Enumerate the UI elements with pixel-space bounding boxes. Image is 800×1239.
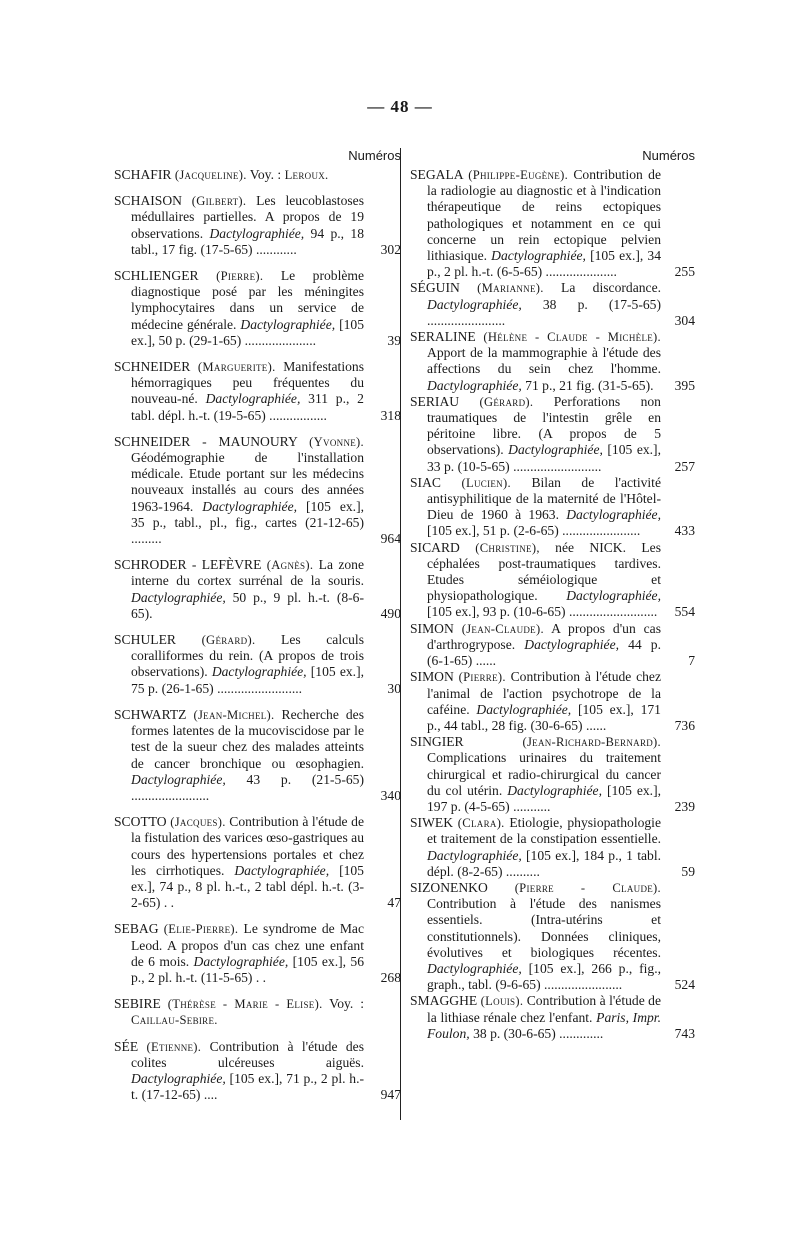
entry-details: 94 p., 18 tabl., 17 fig. (17-5-65) ............ <box>131 225 364 257</box>
bibliography-entry <box>114 433 401 547</box>
entry-author-given: (Marguerite). <box>197 360 276 375</box>
entry-number: 433 <box>674 523 695 539</box>
entry-number: 304 <box>674 312 695 328</box>
bibliography-entry <box>410 734 693 815</box>
entry-publication: Dactylographiée, <box>205 391 301 407</box>
entry-author-given: (Pierre). <box>216 269 264 284</box>
entry-description: Etiologie, physiopathologie et traitement de la constipation essentielle. <box>427 815 661 847</box>
entry-details: 50 p., 9 pl. h.-t. (8-6-65). <box>131 589 364 621</box>
entry-number: 554 <box>674 604 695 620</box>
entry-author-given: (Jean-Michel). <box>193 707 275 722</box>
entry-author-surname: SICARD <box>410 539 460 555</box>
bibliography-entry <box>410 394 693 475</box>
entry-details: [105 ex.], 266 p., fig., graph., tabl. (9-6-65) ....................... <box>427 960 661 993</box>
entry-publication: Dactylographiée, <box>507 782 602 798</box>
entry-author-given: (Yvonne). <box>309 434 364 449</box>
entry-description: Contribution à l'étude de la fistulation des varices œso-gastriques au cours des hypertensions portales et chez les cirrhotiques. <box>131 814 365 878</box>
bibliography-entry <box>114 632 401 697</box>
entry-details: [105 ex.], 35 p., tabl., pl., fig., cartes (21-12-65) ......... <box>131 498 365 547</box>
entry-description: Contribution à l'étude de la lithiase rénale chez l'enfant. <box>427 993 662 1025</box>
entry-author-surname: SIWEK <box>410 815 454 831</box>
entry-author-given: (Louis). <box>480 994 524 1009</box>
entry-description: Les leucoblastoses médullaires partielles. A propos de 19 observations. <box>131 193 364 241</box>
entry-details: [105 ex.], 184 p., 1 tabl. dépl. (8-2-65) .......... <box>427 847 661 879</box>
entry-details: [105 ex.], 34 p., 2 pl. h.-t. (6-5-65) ..................... <box>427 248 661 280</box>
entry-details: [105 ex.], 51 p. (2-6-65) ....................... <box>427 523 641 539</box>
entry-author-given: (Thérèse - Marie - Elise). <box>167 997 323 1012</box>
entry-author-surname: SCHLIENGER <box>114 268 199 284</box>
bibliography-entry <box>410 880 693 993</box>
entry-number: 39 <box>387 332 401 348</box>
entry-author-given: (Philippe-Eugène). <box>468 168 569 182</box>
bibliography-entry <box>114 814 401 911</box>
entry-author-surname: SCHULER <box>114 632 176 648</box>
entry-details: [105 ex.], 75 p. (26-1-65) ......................... <box>131 664 364 696</box>
entry-details: [105 ex.], 56 p., 2 pl. h.-t. (11-5-65) . . <box>131 953 364 985</box>
entry-author-surname: SEBAG <box>114 921 159 937</box>
bibliography-entry <box>114 996 396 1028</box>
bibliography-entry <box>114 557 401 622</box>
entry-author-given: (Gérard). <box>201 633 256 648</box>
entry-author-surname: SCHAFIR <box>114 167 172 182</box>
entry-publication: Dactylographiée, <box>566 507 661 523</box>
entry-description: Les calculs coralliformes du rein. (A propos de trois observations). <box>131 632 364 680</box>
entry-description: Voy. : <box>322 996 364 1012</box>
entry-description: Apport de la mammographie à l'étude des affections du sein chez l'homme. <box>427 345 661 377</box>
entry-author-surname: SERALINE <box>410 329 476 345</box>
entry-publication: Dactylographiée, <box>131 1070 226 1086</box>
bibliography-entry <box>410 329 693 394</box>
bibliography-entry <box>410 475 693 540</box>
entry-number: 239 <box>674 798 695 814</box>
entry-description: Contribution à l'étude des nanismes essentiels. (Intra-utérins et constitutionnels). Données cliniques, évolutives et biologiques récentes. <box>427 896 661 960</box>
entry-number: 47 <box>387 895 401 911</box>
entry-number: 257 <box>674 458 695 474</box>
entry-publication: Paris, Impr. Foulon, <box>427 1009 661 1041</box>
bibliography-entry <box>410 621 693 670</box>
entry-publication: Dactylographiée, <box>476 701 572 717</box>
right-column <box>410 145 693 1042</box>
entry-author-given: (Clara). <box>457 816 505 831</box>
entry-number: 395 <box>674 377 695 393</box>
entry-description: A propos d'un cas d'arthrogrypose. <box>427 620 661 652</box>
entry-description: Le problème diagnostique posé par les méningites lymphocytaires dans un service de médecine générale. <box>131 268 364 332</box>
entry-author-surname: SCOTTO <box>114 814 167 830</box>
entry-see-also: Caillau-Sebire. <box>131 1013 218 1028</box>
entry-publication: Dactylographiée, <box>566 588 661 604</box>
entry-author-given: (Pierre - Claude). <box>514 880 661 895</box>
entry-number: 947 <box>380 1087 401 1103</box>
entry-publication: Dactylographiée, <box>202 498 298 514</box>
entry-author-given: (Lucien). <box>461 475 511 490</box>
entry-author-given: (Gérard). <box>479 394 534 409</box>
entry-details: 43 p. (21-5-65) ....................... <box>131 771 364 803</box>
entry-author-given: (Gilbert). <box>191 194 247 209</box>
bibliography-entry <box>410 815 693 880</box>
entry-see-also: Leroux. <box>284 168 329 182</box>
entry-number: 490 <box>380 605 401 621</box>
entry-description: Recherche des formes latentes de la mucoviscidose par le test de la sueur chez des malades atteints de cancer bronchique ou œsophagien. <box>131 706 364 771</box>
entry-description: La discordance. <box>543 280 661 296</box>
entry-number: 7 <box>688 653 695 669</box>
bibliography-entry <box>410 167 693 280</box>
entry-author-surname: SEBIRE <box>114 996 161 1012</box>
bibliography-entry <box>114 193 401 258</box>
entry-details: 71 p., 21 fig. (31-5-65). <box>521 377 654 393</box>
entry-number: 736 <box>674 717 695 733</box>
entry-author-given: (Pierre). <box>458 670 506 685</box>
entry-description: Géodémographie de l'installation médicale. Etude portant sur les médecins nouveaux installés au cours des années 1963-1964. <box>131 450 364 514</box>
entry-description: Contribution à l'étude des colites ulcéreuses aiguës. <box>131 1038 364 1070</box>
entry-author-given: (Jean-Claude). <box>461 621 544 636</box>
entry-author-surname: SMAGGHE <box>410 993 478 1009</box>
bibliography-entry <box>114 1038 401 1104</box>
entry-details: [105 ex.], 171 p., 44 tabl., 28 fig. (30-6-65) ...... <box>427 701 661 733</box>
bibliography-entry <box>114 921 401 986</box>
entry-author-given: (Christine), <box>475 540 540 555</box>
bibliography-entry <box>410 540 693 621</box>
entry-details: 38 p. (30-6-65) ............. <box>469 1025 604 1041</box>
entry-number: 30 <box>387 680 401 696</box>
bibliography-entry <box>114 359 401 424</box>
entry-author-given: (Elie-Pierre). <box>163 922 239 937</box>
entry-details: 44 p. (6-1-65) ...... <box>427 636 661 669</box>
entry-author-surname: SIMON <box>410 620 454 636</box>
entry-publication: Dactylographiée, <box>524 636 620 652</box>
entry-author-given: (Marianne). <box>477 281 544 296</box>
entry-publication: Dactylographiée, <box>131 589 226 605</box>
entry-description: Bilan de l'activité antisyphilitique de la maternité de l'Hôtel-Dieu de 1960 à 1963. <box>427 474 661 523</box>
entry-author-given: (Jacques). <box>170 815 226 830</box>
entry-author-surname: SIAC <box>410 474 441 490</box>
entry-publication: Dactylographiée, <box>209 225 305 241</box>
entry-details: 311 p., 2 tabl. dépl. h.-t. (19-5-65) ................. <box>131 391 364 423</box>
entry-description: Voy. : <box>246 167 285 182</box>
page-number: — 48 — <box>367 97 433 116</box>
entry-number: 255 <box>674 264 695 280</box>
entry-description: Manifestations hémorragiques peu fréquentes du nouveau-né. <box>131 359 364 407</box>
entry-publication: Dactylographiée, <box>211 664 307 680</box>
bibliography-entry <box>410 669 693 734</box>
entry-description: La zone interne du cortex surrénal de la souris. <box>131 557 365 589</box>
entry-description: Complications urinaires du traitement chirurgical et radio-chirurgical du cancer du col utérin. <box>427 750 661 798</box>
entry-author-given: (Agnès). <box>266 558 314 573</box>
entry-author-surname: SCHNEIDER - MAUNOURY <box>114 433 298 449</box>
entry-number: 743 <box>674 1025 695 1041</box>
entry-details: [105 ex.], 71 p., 2 pl. h.-t. (17-12-65) .... <box>131 1070 364 1103</box>
numeros-header-left: Numéros <box>348 148 401 163</box>
entry-publication: Dactylographiée, <box>427 296 522 312</box>
bibliography-entry <box>410 993 693 1042</box>
entry-publication: Dactylographiée, <box>427 960 522 976</box>
entry-publication: Dactylographiée, <box>234 862 330 878</box>
entry-description: Perforations non traumatiques de l'intestin grêle en péritoine libre. (A propos de 5 observations). <box>427 393 661 458</box>
entry-number: 524 <box>674 977 695 993</box>
entry-details: [105 ex.], 197 p. (4-5-65) ........... <box>427 782 661 814</box>
bibliography-entry <box>114 268 401 349</box>
entry-author-surname: SCHRODER - LEFÈVRE <box>114 557 262 573</box>
entry-author-surname: SCHAISON <box>114 193 182 209</box>
entry-publication: Dactylographiée, <box>508 442 603 458</box>
entry-publication: Dactylographiée, <box>427 847 522 863</box>
entry-author-surname: SÉE <box>114 1038 139 1054</box>
entry-publication: Dactylographiée, <box>427 377 522 393</box>
entry-author-given: (Hélène - Claude - Michèle). <box>483 330 661 345</box>
right-entries <box>410 167 693 1042</box>
entry-description: Le syndrome de Mac Leod. A propos d'un cas chez une enfant de 6 mois. <box>131 921 364 969</box>
entry-description: née NICK. Les céphalées post-traumatiques tardives. Etudes séméiologique et physiopathologique. <box>427 539 661 604</box>
entry-publication: Dactylographiée, <box>131 771 226 787</box>
entry-publication: Dactylographiée, <box>193 953 289 969</box>
entry-number: 59 <box>681 863 695 879</box>
entry-author-given: (Etienne). <box>146 1039 202 1054</box>
entry-number: 340 <box>380 787 401 803</box>
entry-publication: Dactylographiée, <box>240 316 336 332</box>
entry-details: [105 ex.], 33 p. (10-5-65) .......................... <box>427 442 661 474</box>
entry-number: 302 <box>380 241 401 257</box>
entry-author-surname: SINGIER <box>410 734 464 750</box>
entry-author-given: (Jacqueline). <box>174 168 247 182</box>
left-entries <box>114 167 401 1103</box>
bibliography-entry <box>114 706 401 804</box>
entry-number: 964 <box>380 531 401 547</box>
entry-author-given: (Jean-Richard-Bernard). <box>522 735 661 750</box>
entry-author-surname: SIMON <box>410 669 454 685</box>
entry-details: [105 ex.], 74 p., 8 pl. h.-t., 2 tabl dépl. h.-t. (3-2-65) . . <box>131 862 364 911</box>
entry-details: [105 ex.], 93 p. (10-6-65) .......................... <box>427 604 658 620</box>
bibliography-entry <box>410 280 693 329</box>
entry-author-surname: SCHNEIDER <box>114 359 191 375</box>
entry-author-surname: SIZONENKO <box>410 879 488 895</box>
entry-author-surname: SÉGUIN <box>410 280 460 296</box>
entry-details: [105 ex.], 50 p. (29-1-65) ..................... <box>131 316 364 348</box>
entry-details: 38 p. (17-5-65) ....................... <box>427 296 661 328</box>
entry-description: Contribution de la radiologie au diagnostic et à l'indication thérapeutique de reins ectopiques pathologiques et notamment en ce qui concerne un rein ectopique pelvien lithiasique. <box>427 167 661 264</box>
entry-publication: Dactylographiée, <box>491 248 586 264</box>
numeros-header-right: Numéros <box>642 148 695 163</box>
left-column <box>114 145 401 1113</box>
entry-author-surname: SCHWARTZ <box>114 706 187 722</box>
entry-number: 318 <box>380 407 401 423</box>
entry-author-surname: SEGALA <box>410 167 463 182</box>
entry-number: 268 <box>380 969 401 985</box>
entry-author-surname: SERIAU <box>410 393 460 409</box>
entry-description: Contribution à l'étude chez l'animal de l'action psychotrope de la caféine. <box>427 669 662 717</box>
bibliography-entry <box>114 167 396 183</box>
